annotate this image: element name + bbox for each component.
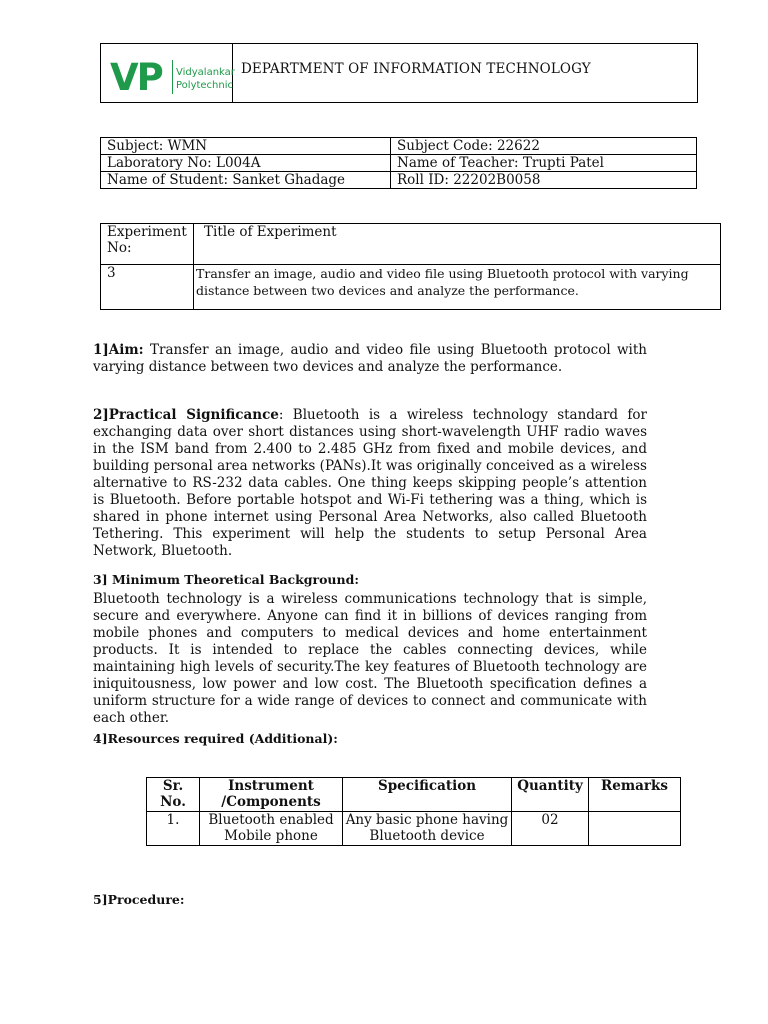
experiment-table bbox=[100, 223, 721, 310]
logo-divider bbox=[172, 60, 173, 94]
cell-spec-line2: Bluetooth device bbox=[369, 828, 485, 844]
experiment-title-line1: Transfer an image, audio and video file using Bluetooth protocol with varying bbox=[196, 266, 689, 281]
logo-mark: VP bbox=[110, 56, 162, 99]
info-table bbox=[100, 137, 697, 189]
col-quantity: Quantity bbox=[512, 778, 589, 812]
background-text: Bluetooth technology is a wireless communications technology that is simple, secure and everywhere. Anyone can find it in billions of devices ranging from mobile phones and computers to medical devices and home entertainment products. It is intended to replace the cables connecting devices, while maintaining high levels of security.The key features of Bluetooth technology are iniquitousness, low power and low cost. The Bluetooth specification defines a uniform structure for a wide range of devices to connect and communicate with each other. bbox=[93, 591, 647, 726]
aim-label: 1]Aim: bbox=[93, 342, 144, 358]
col-sr-line2: No. bbox=[160, 794, 186, 810]
college-logo bbox=[101, 44, 233, 102]
experiment-no-label-2: No: bbox=[107, 240, 132, 256]
background-heading: 3] Minimum Theoretical Background: bbox=[93, 572, 359, 587]
cell-instrument-line1: Bluetooth enabled bbox=[208, 812, 334, 828]
col-sr bbox=[147, 778, 200, 812]
experiment-title-header: Title of Experiment bbox=[194, 224, 721, 265]
col-specification: Specification bbox=[343, 778, 512, 812]
resources-heading: 4]Resources required (Additional): bbox=[93, 731, 338, 746]
lab-no-cell: Laboratory No: L004A bbox=[101, 155, 391, 172]
cell-instrument-line2: Mobile phone bbox=[224, 828, 318, 844]
cell-sr: 1. bbox=[147, 812, 200, 846]
table-row bbox=[147, 812, 681, 846]
table-header-row bbox=[147, 778, 681, 812]
significance-label: 2]Practical Significance bbox=[93, 407, 279, 423]
department-title: DEPARTMENT OF INFORMATION TECHNOLOGY bbox=[241, 61, 591, 77]
subject-code-cell: Subject Code: 22622 bbox=[391, 138, 697, 155]
cell-spec-line1: Any basic phone having bbox=[345, 812, 509, 828]
cell-specification bbox=[343, 812, 512, 846]
experiment-no-header bbox=[101, 224, 194, 265]
significance-section bbox=[93, 407, 647, 560]
table-row bbox=[101, 224, 721, 265]
teacher-cell: Name of Teacher: Trupti Patel bbox=[391, 155, 697, 172]
significance-text: : Bluetooth is a wireless technology standard for exchanging data over short distances using short-wavelength UHF radio waves in the ISM band from 2.400 to 2.485 GHz from fixed and mobile devices, and building personal area networks (PANs).It was originally conceived as a wireless alternative to RS-232 data cables. One thing keeps skipping people’s attention is Bluetooth. Before portable hotspot and Wi-Fi tethering was a thing, which is shared in phone internet using Personal Area Networks, also called Bluetooth Tethering. This experiment will help the students to setup Personal Area Network, Bluetooth. bbox=[93, 407, 647, 559]
roll-id-cell: Roll ID: 22202B0058 bbox=[391, 172, 697, 189]
logo-name-line1: Vidyalankar bbox=[176, 67, 235, 78]
col-instrument-line2: /Components bbox=[221, 794, 321, 810]
subject-cell: Subject: WMN bbox=[101, 138, 391, 155]
logo-name-line2: Polytechnic bbox=[176, 80, 234, 91]
experiment-no-label-1: Experiment bbox=[107, 224, 187, 240]
col-sr-line1: Sr. bbox=[162, 778, 184, 794]
document-header bbox=[100, 43, 698, 103]
col-instrument bbox=[200, 778, 343, 812]
procedure-heading: 5]Procedure: bbox=[93, 892, 185, 907]
experiment-title-value bbox=[194, 265, 721, 310]
table-row bbox=[101, 138, 697, 155]
cell-remarks bbox=[589, 812, 681, 846]
table-row bbox=[101, 172, 697, 189]
col-instrument-line1: Instrument bbox=[228, 778, 314, 794]
experiment-no-value: 3 bbox=[101, 265, 194, 310]
col-remarks: Remarks bbox=[589, 778, 681, 812]
student-cell: Name of Student: Sanket Ghadage bbox=[101, 172, 391, 189]
resources-table bbox=[146, 777, 681, 846]
experiment-title-line2: distance between two devices and analyze the performance. bbox=[196, 283, 579, 298]
table-row bbox=[101, 265, 721, 310]
table-row bbox=[101, 155, 697, 172]
aim-section bbox=[93, 342, 647, 376]
aim-text: Transfer an image, audio and video file using Bluetooth protocol with varying distance between two devices and analyze the performance. bbox=[93, 342, 647, 375]
cell-instrument bbox=[200, 812, 343, 846]
cell-quantity: 02 bbox=[512, 812, 589, 846]
